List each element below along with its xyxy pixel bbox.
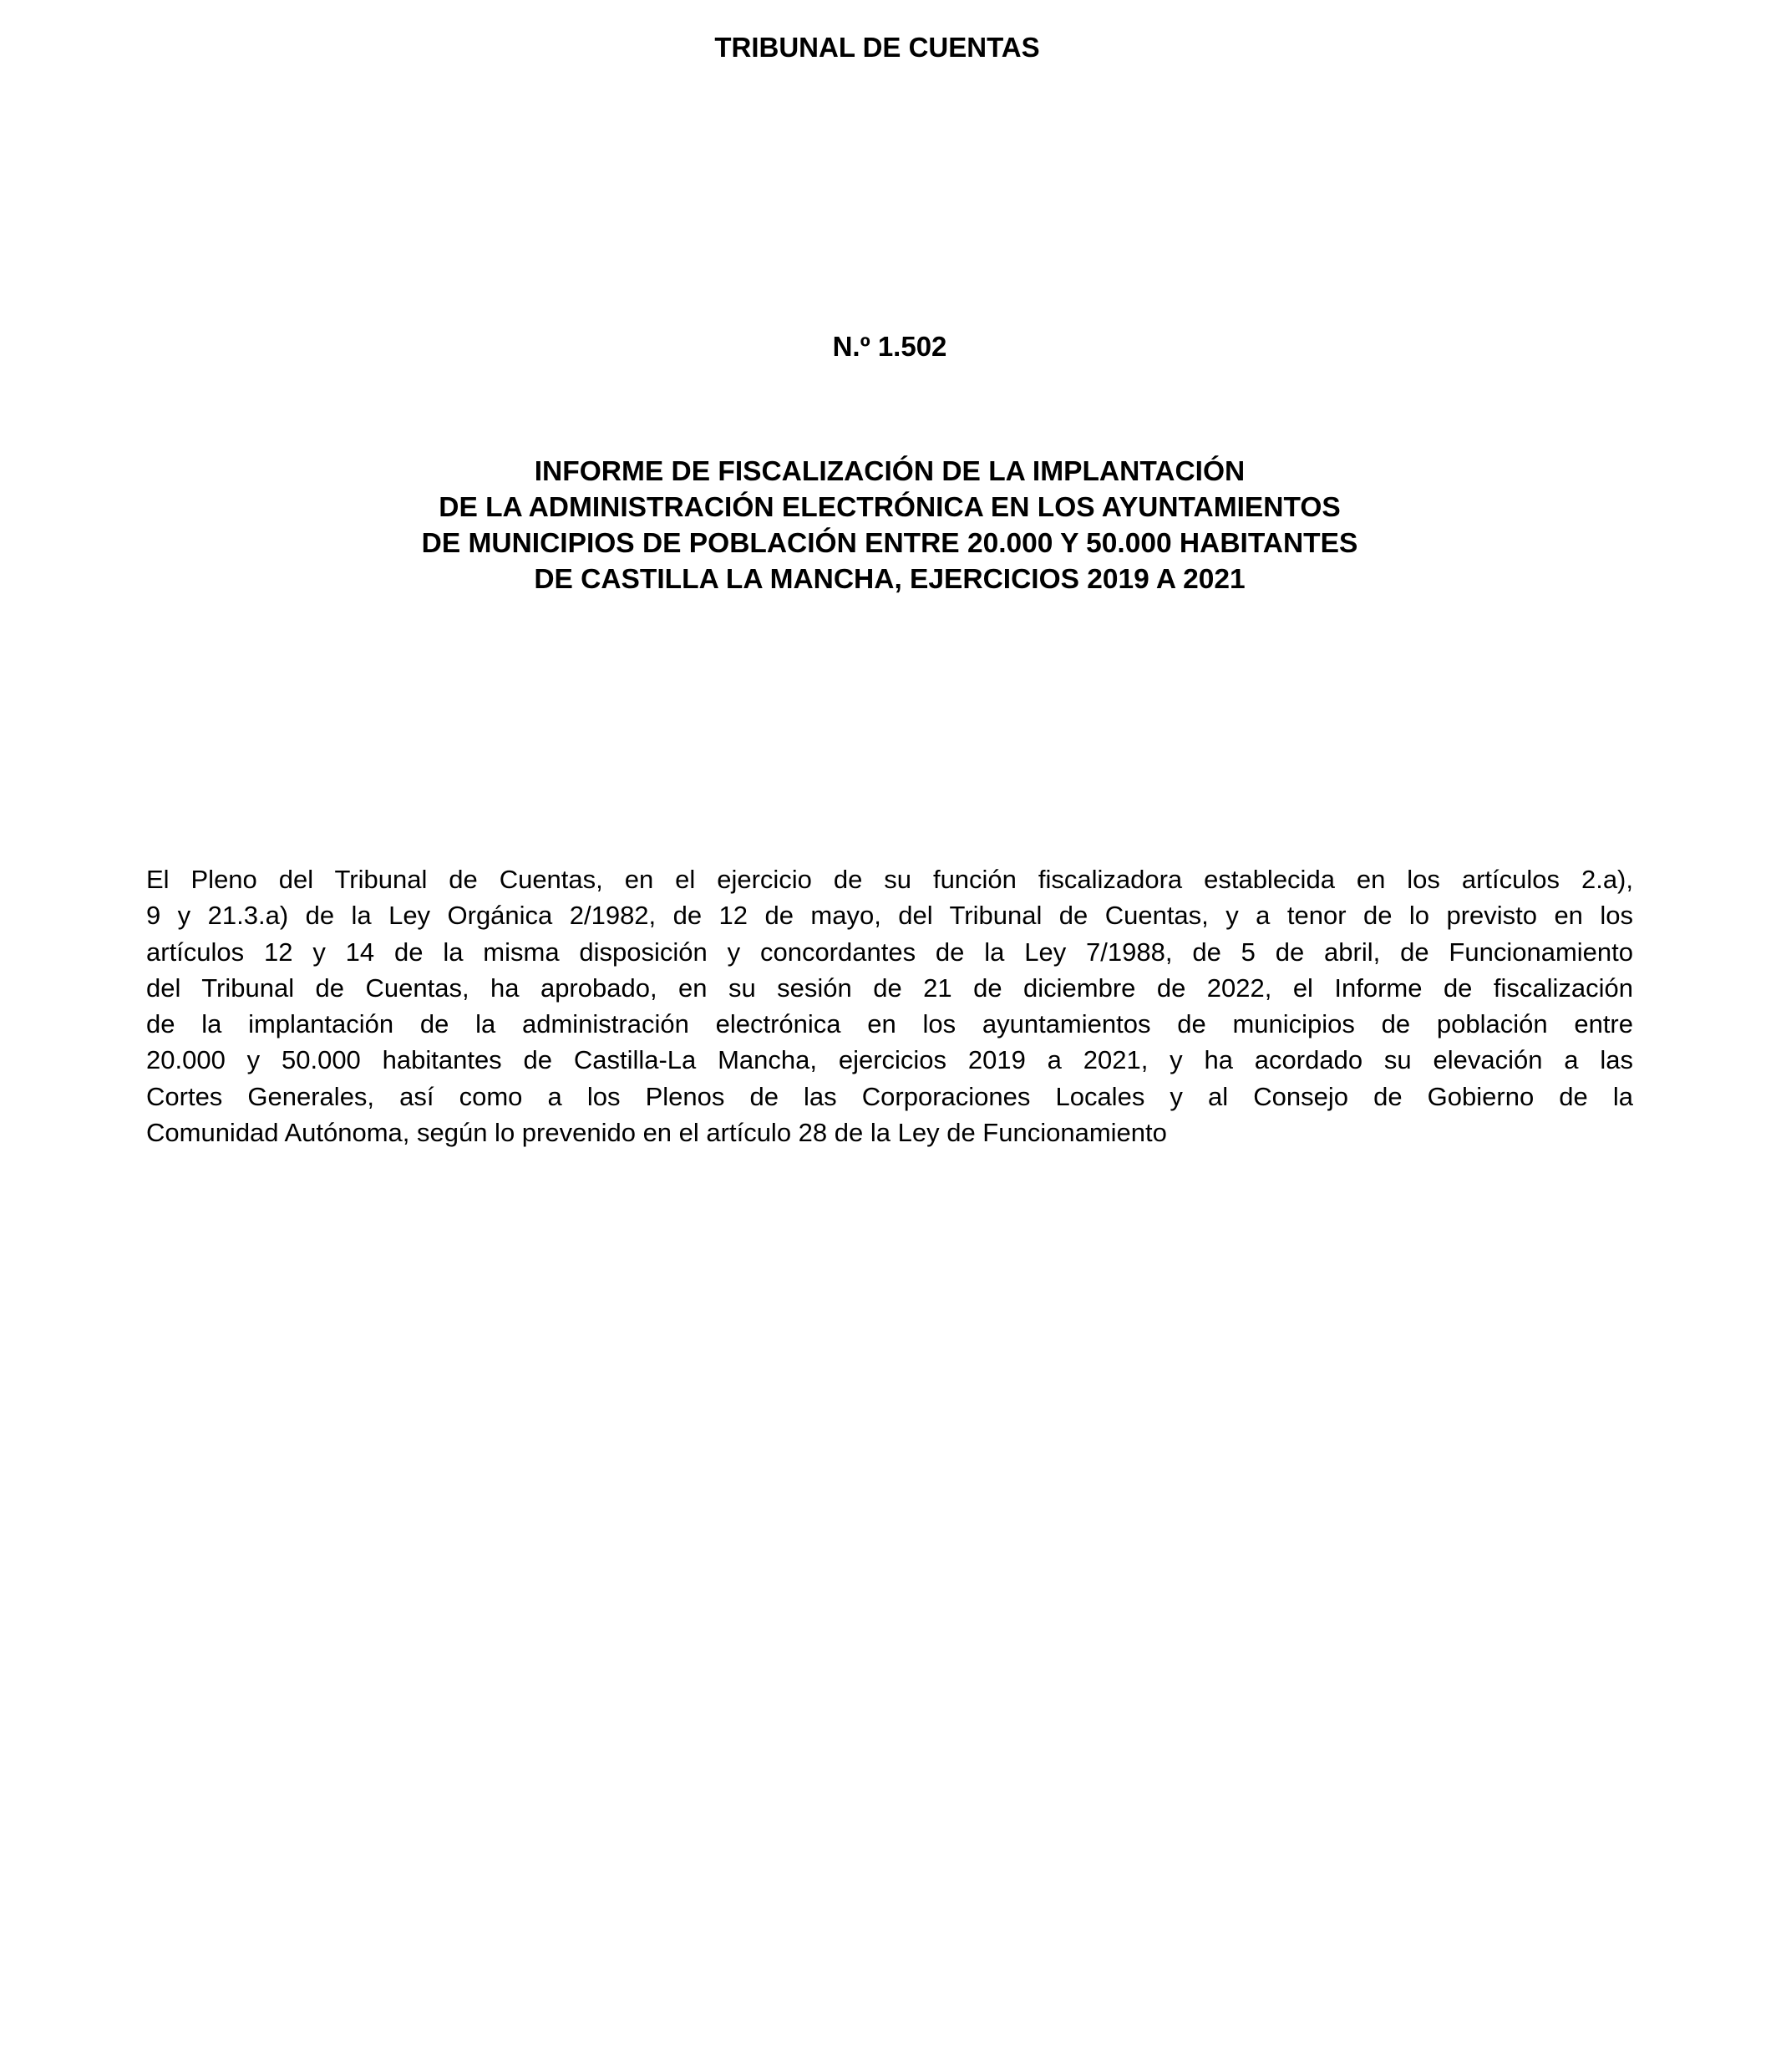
paragraph-line: Comunidad Autónoma, según lo prevenido en el artículo 28 de la Ley de Funcionamiento — [146, 1118, 1167, 1148]
approval-paragraph — [146, 861, 1633, 1150]
paragraph-line: artículos 12 y 14 de la misma disposición y concordantes de la Ley 7/1988, de 5 de abril, de Funcionamiento — [146, 937, 1633, 967]
paragraph-line: de la implantación de la administración electrónica en los ayuntamientos de municipios de población entre — [146, 1009, 1633, 1039]
report-title-line: INFORME DE FISCALIZACIÓN DE LA IMPLANTACIÓN — [534, 456, 1246, 487]
paragraph-line: 20.000 y 50.000 habitantes de Castilla-La Mancha, ejercicios 2019 a 2021, y ha acordado su elevación a las — [146, 1045, 1633, 1075]
paragraph-line: El Pleno del Tribunal de Cuentas, en el ejercicio de su función fiscalizadora establecida en los artículos 2.a), — [146, 865, 1633, 894]
report-number: N.º 1.502 — [832, 331, 947, 362]
report-title — [0, 454, 1776, 597]
paragraph-line: 9 y 21.3.a) de la Ley Orgánica 2/1982, de 12 de mayo, del Tribunal de Cuentas, y a tenor de lo previsto en los — [146, 901, 1633, 931]
report-title-line: DE CASTILLA LA MANCHA, EJERCICIOS 2019 A 2021 — [534, 564, 1246, 595]
paragraph-line: Cortes Generales, así como a los Plenos de las Corporaciones Locales y al Consejo de Gobierno de la — [146, 1081, 1633, 1111]
paragraph-line: del Tribunal de Cuentas, ha aprobado, en su sesión de 21 de diciembre de 2022, el Informe de fiscalización — [146, 973, 1633, 1003]
report-title-line: DE MUNICIPIOS DE POBLACIÓN ENTRE 20.000 Y 50.000 HABITANTES — [421, 528, 1358, 559]
running-header-institution: TRIBUNAL DE CUENTAS — [714, 32, 1040, 63]
report-title-line: DE LA ADMINISTRACIÓN ELECTRÓNICA EN LOS AYUNTAMIENTOS — [439, 492, 1341, 523]
